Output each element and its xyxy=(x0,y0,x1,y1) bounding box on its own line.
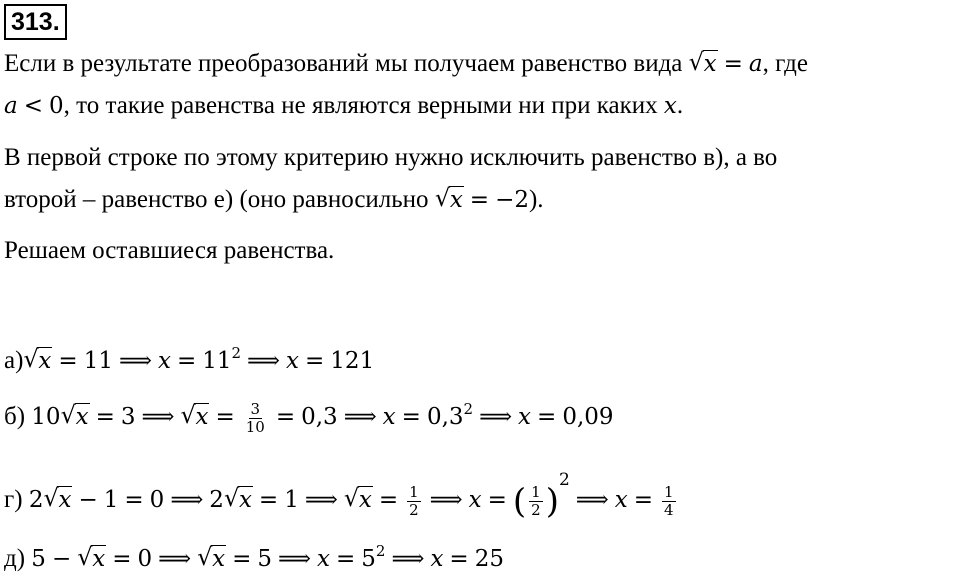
solution-a: а) √ x = 11 ⟹ $x = 11^2$ ⟹ x = 121 xyxy=(4,344,375,374)
solve-remaining-text: Решаем оставшиеся равенства. xyxy=(4,237,335,264)
sqrt-x: √ x xyxy=(434,184,463,213)
solution-b: б) 10 √ x = 3 ⟹ √ x = $\frac{3}{10}$ = 0,3 ⟹ $x = 0,3^2$ ⟹ x = 0,09 xyxy=(4,399,614,436)
solution-g: г) 2 √ x − 1 = 0 ⟹ 2 √ x = 1 ⟹ √ x = $\frac{1}{2}$ ⟹ x = ( $\frac{1}{2}$ )$^2$⟹ x = $\frac{1}{4}$ xyxy=(4,470,674,522)
criterion-line-2: второй – равенство е) (оно равносильно √ x = −2). xyxy=(4,184,544,213)
intro-text-1b: , где xyxy=(762,50,808,77)
intro-line-1: Если в результате преобразований мы получаем равенство вида √ x = a, где xyxy=(4,48,808,77)
intro-text-1: Если в результате преобразований мы получаем равенство вида xyxy=(4,50,689,77)
solution-d: д) 5 − √ x = 0 ⟹ √ x = 5 ⟹ $x = 5^2$ ⟹ x = 25 xyxy=(4,542,504,572)
criterion-line-1: В первой строке по этому критерию нужно исключить равенство в), а во xyxy=(4,144,778,171)
problem-number: 313. xyxy=(4,4,67,40)
fraction: $\frac{3}{10}$ xyxy=(245,399,265,436)
intro-line-2: a < 0, то такие равенства не являются верными ни при каких x. xyxy=(4,92,684,119)
sqrt-x: √ x xyxy=(688,48,717,77)
intro-text-2: , то такие равенства не являются верными ни при каких xyxy=(63,92,664,119)
